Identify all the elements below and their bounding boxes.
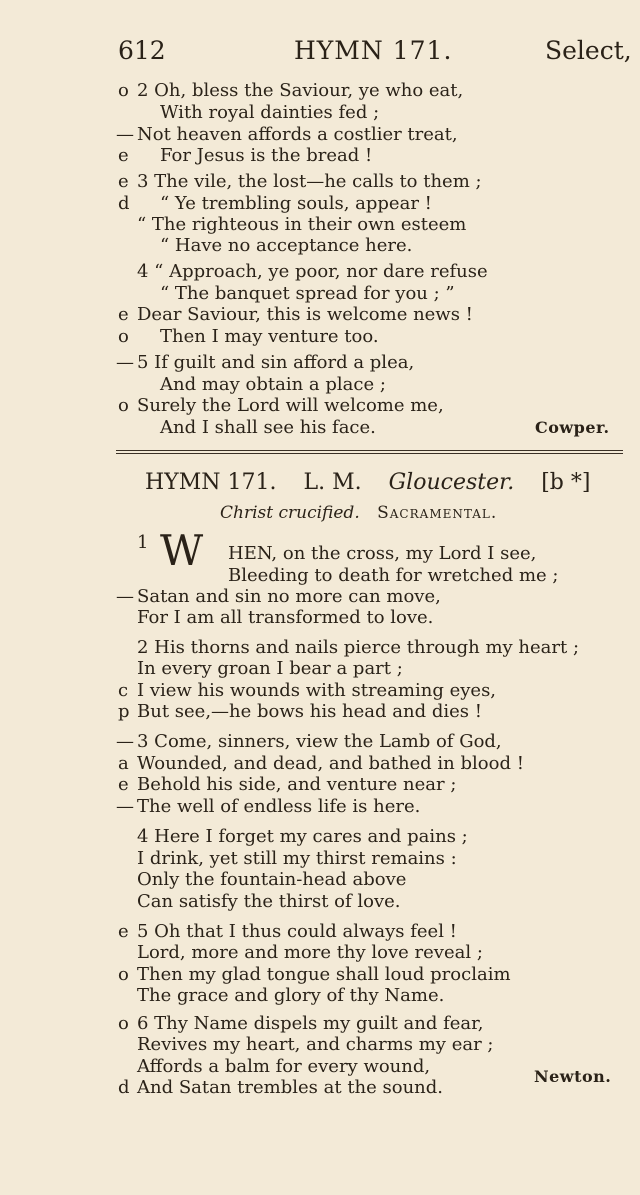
verse-text: Bleeding to death for wretched me ; [228, 565, 559, 586]
verse-text: 2 Oh, bless the Saviour, ye who eat, [137, 80, 464, 101]
hymn-171-line [0, 826, 640, 848]
verse-text: Lord, more and more thy love reveal ; [137, 942, 483, 963]
verse-text: 5 Oh that I thus could always feel ! [137, 921, 457, 942]
dynamics-mark: e [118, 171, 129, 192]
hymn-171-line [0, 942, 640, 964]
verse-text: 4 Here I forget my cares and pains ; [137, 826, 468, 847]
hymn-171-line [0, 586, 640, 608]
dynamics-mark: e [118, 145, 129, 166]
verse-text: 3 The vile, the lost—he calls to them ; [137, 171, 482, 192]
hymn-170-author: Cowper. [535, 418, 610, 437]
dynamics-mark: — [116, 796, 134, 817]
verse-text: The grace and glory of thy Name. [137, 985, 445, 1006]
dynamics-mark: e [118, 304, 129, 325]
verse-text: In every groan I bear a part ; [137, 658, 403, 679]
hymn-170-line [0, 374, 640, 396]
hymn-170-line [0, 304, 640, 326]
dynamics-mark: — [116, 586, 134, 607]
hymn-170-line [0, 395, 640, 417]
drop-cap: W [160, 526, 204, 575]
hymn-171-line [0, 1034, 640, 1056]
hymn-key: [b *] [541, 470, 591, 495]
verse-text: Only the fountain-head above [137, 869, 407, 890]
verse-text: 6 Thy Name dispels my guilt and fear, [137, 1013, 484, 1034]
hymn-170-line [0, 352, 640, 374]
hymn-170-line [0, 283, 640, 305]
verse-text: And may obtain a place ; [160, 374, 386, 395]
hymn-171-line [0, 921, 640, 943]
dynamics-mark: e [118, 774, 129, 795]
verse-text: “ Ye trembling souls, appear ! [160, 193, 432, 214]
verse-text: Revives my heart, and charms my ear ; [137, 1034, 494, 1055]
page-number: 612 [118, 36, 166, 65]
verse-text: Then I may venture too. [160, 326, 379, 347]
verse-text: Satan and sin no more can move, [137, 586, 441, 607]
hymn-170-line [0, 145, 640, 167]
hymn-171-line [0, 731, 640, 753]
verse-text: 2 His thorns and nails pierce through my heart ; [137, 637, 580, 658]
hymn-171-title [145, 470, 610, 495]
hymn-171-line [0, 607, 640, 629]
verse-text: For Jesus is the bread ! [160, 145, 373, 166]
hymn-171-line [0, 985, 640, 1007]
hymn-171-line [0, 701, 640, 723]
hymn-number: HYMN 171. [145, 470, 277, 495]
verse-text: With royal dainties fed ; [160, 102, 380, 123]
dynamics-mark: e [118, 921, 129, 942]
verse-text: For I am all transformed to love. [137, 607, 434, 628]
hymn-171-line [0, 774, 640, 796]
hymn-171-line [0, 658, 640, 680]
dynamics-mark: o [118, 395, 129, 416]
verse-text: I drink, yet still my thirst remains : [137, 848, 457, 869]
dynamics-mark: p [118, 701, 130, 722]
dynamics-mark: a [118, 753, 129, 774]
verse-text: “ The banquet spread for you ; ” [160, 283, 455, 304]
hymn-171-line [0, 891, 640, 913]
divider-rule [116, 450, 623, 454]
page-header [0, 36, 640, 72]
verse-text: Dear Saviour, this is welcome news ! [137, 304, 473, 325]
hymn-171-line [0, 753, 640, 775]
verse-text: I view his wounds with streaming eyes, [137, 680, 497, 701]
dynamics-mark: — [116, 352, 134, 373]
verse-text: Behold his side, and venture near ; [137, 774, 457, 795]
hymn-171-line [0, 680, 640, 702]
hymn-tune: Gloucester. [388, 470, 515, 495]
verse-text: But see,—he bows his head and dies ! [137, 701, 482, 722]
hymn-meter: L. M. [303, 470, 362, 495]
hymn-170-line [0, 261, 640, 283]
verse-text: Then my glad tongue shall loud proclaim [137, 964, 511, 985]
verse-text: Not heaven affords a costlier treat, [137, 124, 458, 145]
verse-text: Surely the Lord will welcome me, [137, 395, 444, 416]
section-title: Select, [545, 36, 632, 65]
verse-text: The well of endless life is here. [137, 796, 421, 817]
verse-1-number: 1 [137, 532, 149, 553]
verse-text: 4 “ Approach, ye poor, nor dare refuse [137, 261, 488, 282]
verse-text: HEN, on the cross, my Lord I see, [228, 543, 537, 564]
dynamics-mark: o [118, 80, 129, 101]
hymn-171-line [0, 1013, 640, 1035]
verse-text: And Satan trembles at the sound. [137, 1077, 444, 1098]
dynamics-mark: — [116, 124, 134, 145]
hymn-170-line [0, 80, 640, 102]
dynamics-mark: c [118, 680, 129, 701]
hymn-171-subtitle [220, 503, 497, 523]
hymn-171-line [0, 543, 640, 565]
verse-text: 5 If guilt and sin afford a plea, [137, 352, 415, 373]
hymn-171-author: Newton. [534, 1067, 612, 1086]
hymn-171-line [0, 637, 640, 659]
hymn-170-line [0, 214, 640, 236]
verse-text: Can satisfy the thirst of love. [137, 891, 401, 912]
hymn-170-line [0, 124, 640, 146]
verse-text: “ The righteous in their own esteem [137, 214, 467, 235]
verse-text: Affords a balm for every wound, [137, 1056, 431, 1077]
verse-text: “ Have no acceptance here. [160, 235, 413, 256]
hymn-170-line [0, 235, 640, 257]
hymn-category: Sacramental. [377, 503, 498, 523]
hymn-171-line [0, 869, 640, 891]
dynamics-mark: o [118, 964, 129, 985]
hymn-170-line [0, 102, 640, 124]
dynamics-mark: — [116, 731, 134, 752]
hymn-170-line [0, 326, 640, 348]
verse-text: And I shall see his face. [160, 417, 376, 438]
hymn-171-line [0, 565, 640, 587]
dynamics-mark: d [118, 1077, 130, 1098]
verse-text: Wounded, and dead, and bathed in blood ! [137, 753, 524, 774]
hymn-170-line [0, 193, 640, 215]
dynamics-mark: d [118, 193, 130, 214]
verse-text: 3 Come, sinners, view the Lamb of God, [137, 731, 502, 752]
hymn-171-line [0, 964, 640, 986]
hymn-171-line [0, 796, 640, 818]
running-title: HYMN 171. [294, 36, 453, 65]
hymn-subject: Christ crucified. [220, 503, 360, 523]
dynamics-mark: o [118, 326, 129, 347]
dynamics-mark: o [118, 1013, 129, 1034]
hymn-170-line [0, 171, 640, 193]
hymn-171-line [0, 848, 640, 870]
